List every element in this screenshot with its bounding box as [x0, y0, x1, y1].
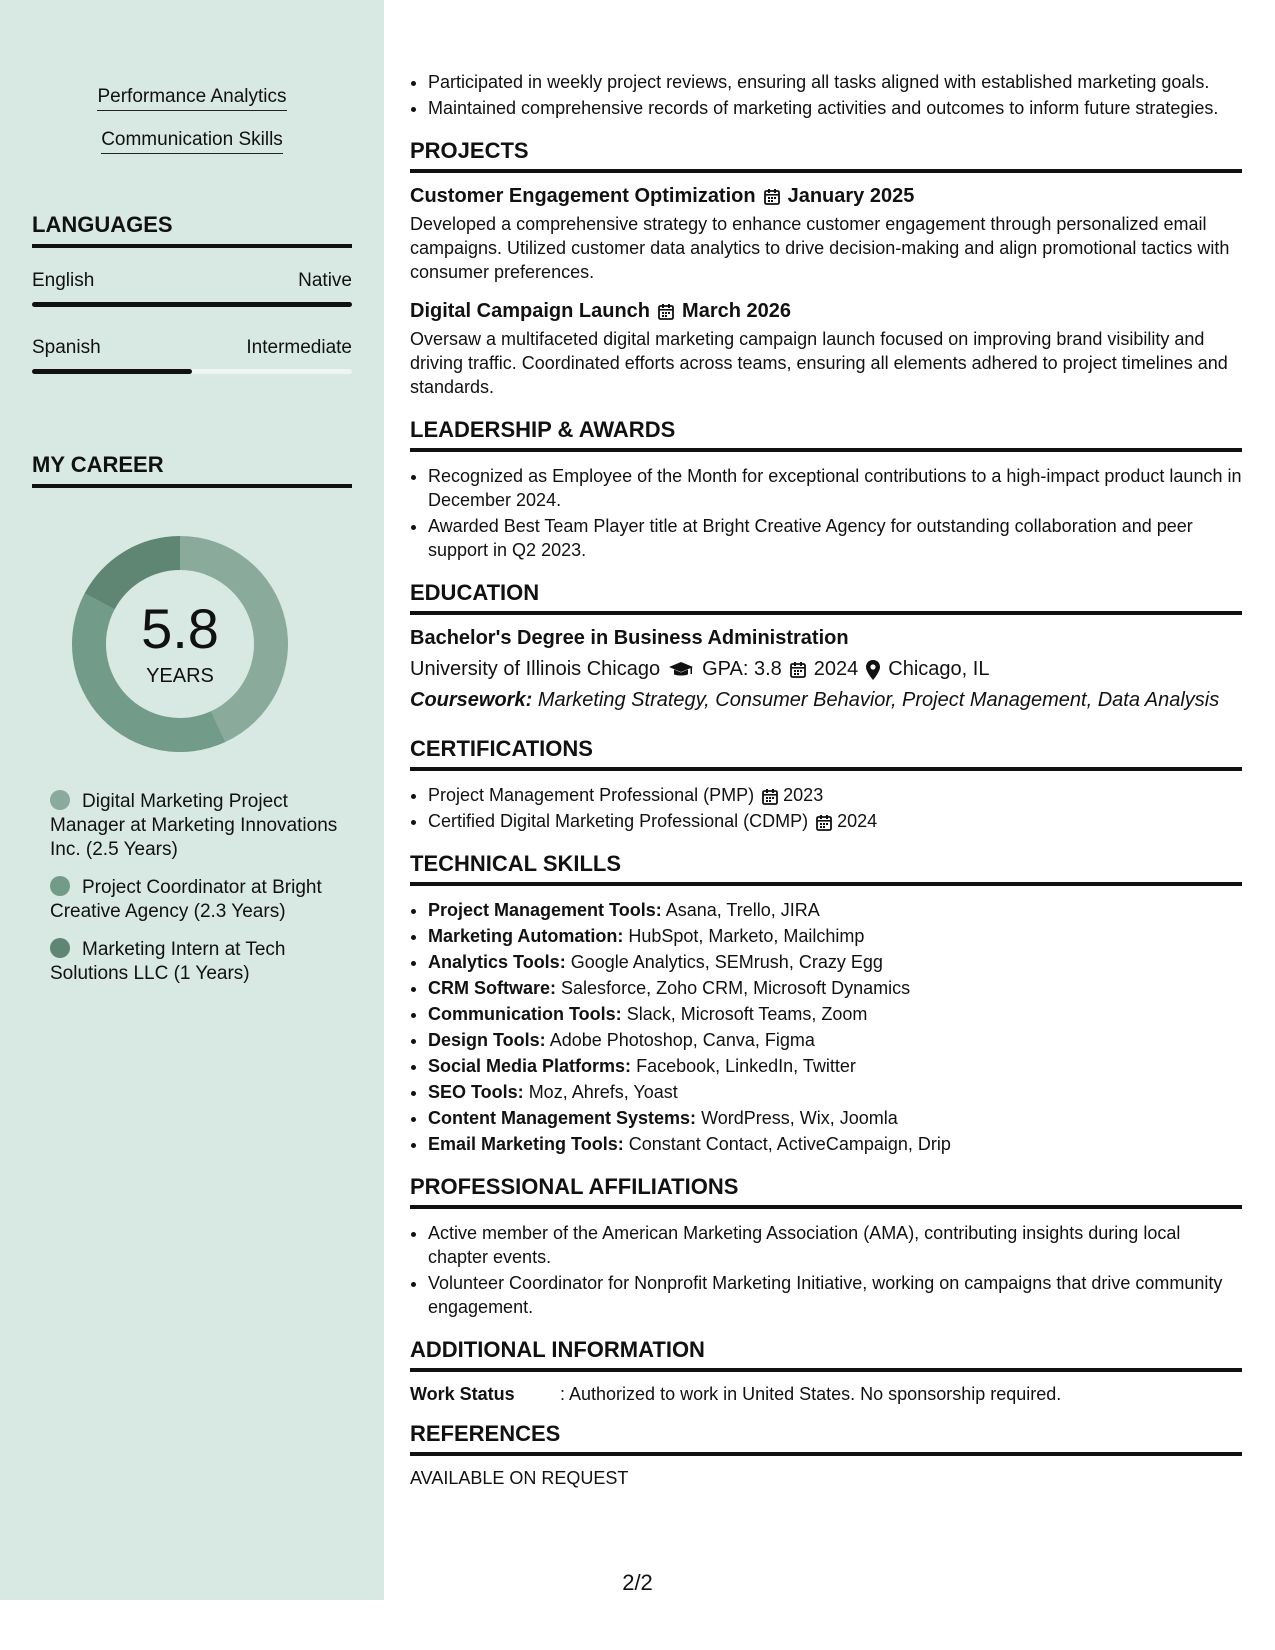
technical-skill-item	[428, 898, 1242, 922]
leadership-item: • Recognized as Employee of the Month for exceptional contributions to a high-impact product launch in December 2024.	[428, 464, 1242, 512]
certification-item	[428, 783, 1242, 807]
coursework-label: Coursework:	[410, 689, 533, 711]
skill-label: CRM Software:	[428, 978, 557, 998]
career-item-text: Project Coordinator at Bright Creative Agency (2.3 Years)	[50, 877, 322, 922]
skill-label: Analytics Tools:	[428, 952, 566, 972]
map-pin-icon	[866, 660, 880, 680]
project-description: Developed a comprehensive strategy to enhance customer engagement through personalized email campaigns. Utilized customer data analytics to drive decision-making and align promotional tactics with consumer preferences.	[410, 214, 1230, 282]
language-level: Native	[298, 270, 352, 291]
page-number: 2/2	[622, 1570, 653, 1595]
technical-skill-item	[428, 1106, 1242, 1130]
project-item	[410, 185, 1242, 284]
affiliation-item: • Volunteer Coordinator for Nonprofit Marketing Initiative, working on campaigns that drive community engagement.	[428, 1271, 1242, 1319]
certification-year: 2023	[783, 785, 824, 805]
certifications-list	[410, 783, 1242, 833]
technical-skill-item	[428, 1054, 1242, 1078]
language-item	[32, 270, 352, 307]
skill-value: Salesforce, Zoho CRM, Microsoft Dynamics	[561, 978, 911, 998]
calendar-icon	[762, 788, 778, 805]
technical-skill-item	[428, 950, 1242, 974]
project-date: March 2026	[682, 300, 791, 322]
references-text: AVAILABLE ON REQUEST	[410, 1468, 629, 1488]
skill-label: Email Marketing Tools:	[428, 1134, 624, 1154]
career-item	[50, 876, 340, 924]
language-item	[32, 337, 352, 374]
education-location: Chicago, IL	[888, 658, 990, 680]
affiliations-heading: PROFESSIONAL AFFILIATIONS	[410, 1174, 1242, 1209]
calendar-icon	[658, 303, 674, 320]
language-bar	[32, 369, 352, 374]
education-item	[410, 627, 1242, 712]
skill-label: Content Management Systems:	[428, 1108, 697, 1128]
leadership-list	[410, 464, 1242, 562]
calendar-icon	[816, 814, 832, 831]
affiliation-item: • Active member of the American Marketing Association (AMA), contributing insights during local chapter events.	[428, 1221, 1242, 1269]
language-level: Intermediate	[246, 337, 352, 358]
project-date: January 2025	[787, 185, 915, 207]
project-title: Digital Campaign Launch	[410, 300, 651, 322]
language-bar-fill	[32, 369, 192, 374]
languages-heading: LANGUAGES	[32, 212, 352, 248]
skill-label: SEO Tools:	[428, 1082, 524, 1102]
languages-section	[32, 212, 352, 374]
career-section	[32, 452, 352, 488]
certification-year: 2024	[837, 811, 878, 831]
calendar-icon	[790, 661, 806, 678]
career-item-text: Digital Marketing Project Manager at Marketing Innovations Inc. (2.5 Years)	[50, 791, 338, 860]
skill-item: Communication Skills	[101, 129, 283, 154]
education-school: University of Illinois Chicago	[410, 658, 661, 680]
education-heading: EDUCATION	[410, 580, 1242, 615]
legend-dot	[50, 790, 70, 810]
language-name: Spanish	[32, 337, 101, 358]
career-item	[50, 938, 340, 986]
certifications-heading: CERTIFICATIONS	[410, 736, 1242, 771]
technical-skill-item	[428, 1132, 1242, 1156]
education-degree: Bachelor's Degree in Business Administration	[410, 627, 849, 649]
skill-label: Project Management Tools:	[428, 900, 662, 920]
leadership-heading: LEADERSHIP & AWARDS	[410, 417, 1242, 452]
career-unit: YEARS	[146, 665, 214, 687]
work-status-row	[410, 1384, 1242, 1405]
sidebar	[0, 0, 384, 1600]
technical-skill-item	[428, 1028, 1242, 1052]
career-heading: MY CAREER	[32, 452, 352, 488]
project-item	[410, 300, 1242, 399]
main-content	[410, 70, 1242, 1489]
skill-label: Design Tools:	[428, 1030, 546, 1050]
skill-value: Asana, Trello, JIRA	[665, 900, 820, 920]
skill-value: Moz, Ahrefs, Yoast	[528, 1082, 678, 1102]
experience-bullet: • Maintained comprehensive records of marketing activities and outcomes to inform future strategies.	[428, 96, 1242, 120]
skill-value: Adobe Photoshop, Canva, Figma	[549, 1030, 815, 1050]
career-list	[50, 790, 340, 1000]
experience-bullet: • Participated in weekly project reviews, ensuring all tasks aligned with established marketing goals.	[428, 70, 1242, 94]
skill-value: Constant Contact, ActiveCampaign, Drip	[628, 1134, 951, 1154]
work-status-label: Work Status	[410, 1384, 515, 1404]
legend-dot	[50, 938, 70, 958]
project-description: Oversaw a multifaceted digital marketing campaign launch focused on improving brand visibility and driving traffic. Coordinated efforts across teams, ensuring all elements adhered to project timelines and standards.	[410, 329, 1228, 397]
technical-skill-item	[428, 924, 1242, 948]
skill-label: Communication Tools:	[428, 1004, 622, 1024]
calendar-icon	[764, 188, 780, 205]
skill-label: Social Media Platforms:	[428, 1056, 632, 1076]
education-coursework	[410, 689, 1242, 712]
technical-skills-heading: TECHNICAL SKILLS	[410, 851, 1242, 886]
language-name: English	[32, 270, 95, 291]
graduation-cap-icon	[668, 661, 694, 679]
career-total: 5.8	[141, 597, 219, 660]
projects-heading: PROJECTS	[410, 138, 1242, 173]
certification-item	[428, 809, 1242, 833]
skill-value: Slack, Microsoft Teams, Zoom	[626, 1004, 868, 1024]
education-year: 2024	[813, 658, 859, 680]
skill-value: Google Analytics, SEMrush, Crazy Egg	[570, 952, 883, 972]
certification-name: Project Management Professional (PMP)	[428, 785, 755, 805]
legend-dot	[50, 876, 70, 896]
skills-list	[32, 86, 352, 154]
certification-name: Certified Digital Marketing Professional (CDMP)	[428, 811, 809, 831]
work-status-value: : Authorized to work in United States. No sponsorship required.	[560, 1384, 1062, 1404]
leadership-item: • Awarded Best Team Player title at Bright Creative Agency for outstanding collaboration and peer support in Q2 2023.	[428, 514, 1242, 562]
skill-value: HubSpot, Marketo, Mailchimp	[628, 926, 865, 946]
technical-skill-item	[428, 976, 1242, 1000]
technical-skill-item	[428, 1002, 1242, 1026]
technical-skill-item	[428, 1080, 1242, 1104]
skill-label: Marketing Automation:	[428, 926, 624, 946]
coursework-value: Marketing Strategy, Consumer Behavior, Project Management, Data Analysis	[537, 689, 1220, 711]
education-gpa: GPA: 3.8	[702, 658, 782, 680]
project-title: Customer Engagement Optimization	[410, 185, 756, 207]
career-donut-chart	[64, 528, 296, 760]
additional-info-heading: ADDITIONAL INFORMATION	[410, 1337, 1242, 1372]
technical-skills-list	[410, 898, 1242, 1156]
language-bar-fill	[32, 302, 352, 307]
skill-value: WordPress, Wix, Joomla	[701, 1108, 898, 1128]
language-bar	[32, 302, 352, 307]
experience-bullets	[410, 70, 1242, 120]
references-heading: REFERENCES	[410, 1421, 1242, 1456]
career-item-text: Marketing Intern at Tech Solutions LLC (1 Years)	[50, 939, 286, 984]
skill-value: Facebook, LinkedIn, Twitter	[636, 1056, 856, 1076]
career-item	[50, 790, 340, 862]
skill-item: Performance Analytics	[97, 86, 286, 111]
affiliations-list	[410, 1221, 1242, 1319]
